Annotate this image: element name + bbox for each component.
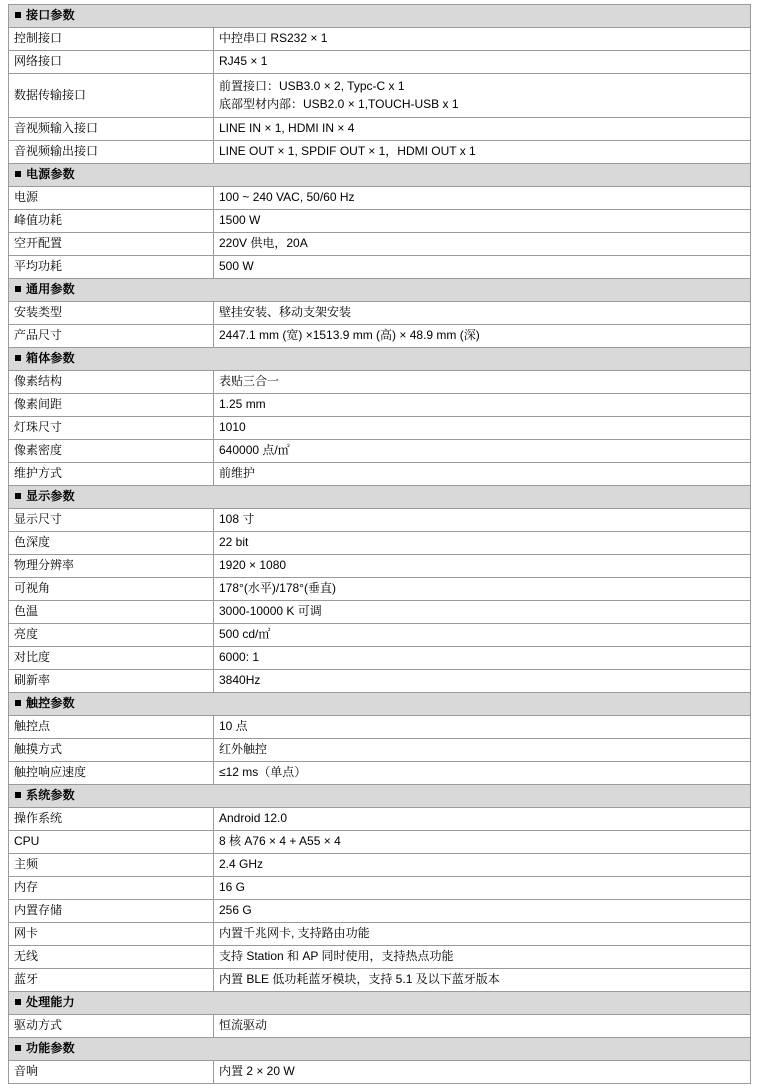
section-header-cell [9,164,751,187]
table-row [9,716,751,739]
black-square-bullet-icon [15,1045,21,1051]
section-title: 触控参数 [26,696,75,710]
spec-label-cell: 驱动方式 [9,1015,214,1038]
spec-label-cell: 物理分辨率 [9,555,214,578]
spec-value-cell: 内置千兆网卡, 支持路由功能 [214,923,751,946]
table-row [9,417,751,440]
section-header-cell [9,348,751,371]
section-title: 接口参数 [26,8,75,22]
black-square-bullet-icon [15,286,21,292]
spec-value-cell: 22 bit [214,532,751,555]
section-title: 电源参数 [26,167,75,181]
table-row [9,532,751,555]
section-title: 显示参数 [26,489,75,503]
section-header-cell [9,486,751,509]
table-row [9,509,751,532]
table-row [9,440,751,463]
spec-label-cell: 触摸方式 [9,739,214,762]
spec-value-cell: 红外触控 [214,739,751,762]
spec-value-cell: 640000 点/㎡ [214,440,751,463]
spec-label-cell: 刷新率 [9,670,214,693]
spec-label-cell: 内置存储 [9,900,214,923]
specification-table-body [9,5,751,1084]
spec-label-cell: 触控响应速度 [9,762,214,785]
section-header-row [9,486,751,509]
specification-table [8,4,751,1084]
spec-value-cell: 恒流驱动 [214,1015,751,1038]
spec-value-cell: 1920 × 1080 [214,555,751,578]
spec-value-cell: LINE OUT × 1, SPDIF OUT × 1，HDMI OUT x 1 [214,141,751,164]
spec-value-cell: ≤12 ms（单点） [214,762,751,785]
table-row [9,808,751,831]
spec-value-cell: 中控串口 RS232 × 1 [214,28,751,51]
table-row [9,371,751,394]
table-row [9,28,751,51]
section-header-cell [9,785,751,808]
black-square-bullet-icon [15,999,21,1005]
spec-label-cell: 像素密度 [9,440,214,463]
table-row [9,923,751,946]
spec-label-cell: 亮度 [9,624,214,647]
spec-label-cell: 蓝牙 [9,969,214,992]
spec-value-cell: 2.4 GHz [214,854,751,877]
spec-label-cell: 可视角 [9,578,214,601]
spec-value-cell: 支持 Station 和 AP 同时使用，支持热点功能 [214,946,751,969]
table-row [9,256,751,279]
spec-value-cell: 1.25 mm [214,394,751,417]
spec-label-cell: 平均功耗 [9,256,214,279]
spec-value-cell: 2447.1 mm (宽) ×1513.9 mm (高) × 48.9 mm (深) [214,325,751,348]
table-row [9,394,751,417]
spec-value-cell: 内置 2 × 20 W [214,1061,751,1084]
black-square-bullet-icon [15,792,21,798]
spec-value-cell: 220V 供电，20A [214,233,751,256]
section-title: 系统参数 [26,788,75,802]
section-title: 通用参数 [26,282,75,296]
spec-value-cell: 壁挂安装、移动支架安装 [214,302,751,325]
spec-label-cell: CPU [9,831,214,854]
spec-value-cell: 100 ~ 240 VAC, 50/60 Hz [214,187,751,210]
table-row [9,118,751,141]
spec-label-cell: 产品尺寸 [9,325,214,348]
spec-value-cell: 500 cd/㎡ [214,624,751,647]
spec-label-cell: 像素结构 [9,371,214,394]
section-header-row [9,348,751,371]
spec-value-cell: 表贴三合一 [214,371,751,394]
table-row [9,187,751,210]
table-row [9,601,751,624]
table-row [9,831,751,854]
spec-label-cell: 显示尺寸 [9,509,214,532]
table-row [9,1061,751,1084]
section-title: 处理能力 [26,995,75,1009]
spec-label-cell: 灯珠尺寸 [9,417,214,440]
table-row [9,74,751,118]
spec-value-cell: 1500 W [214,210,751,233]
spec-value-cell: 178°(水平)/178°(垂直) [214,578,751,601]
section-header-row [9,164,751,187]
section-header-row [9,693,751,716]
spec-value-cell: RJ45 × 1 [214,51,751,74]
table-row [9,854,751,877]
spec-value-cell: 500 W [214,256,751,279]
spec-value-cell: 6000: 1 [214,647,751,670]
table-row [9,555,751,578]
spec-label-cell: 空开配置 [9,233,214,256]
spec-label-cell: 峰值功耗 [9,210,214,233]
section-header-row [9,785,751,808]
table-row [9,233,751,256]
table-row [9,578,751,601]
table-row [9,946,751,969]
table-row [9,302,751,325]
spec-value-cell: LINE IN × 1, HDMI IN × 4 [214,118,751,141]
spec-value-cell: 8 核 A76 × 4 + A55 × 4 [214,831,751,854]
spec-label-cell: 数据传输接口 [9,74,214,118]
spec-label-cell: 无线 [9,946,214,969]
spec-label-cell: 主频 [9,854,214,877]
spec-value-cell: 3000-10000 K 可调 [214,601,751,624]
spec-value-cell: 256 G [214,900,751,923]
table-row [9,969,751,992]
black-square-bullet-icon [15,700,21,706]
spec-value-cell [214,74,751,118]
black-square-bullet-icon [15,171,21,177]
spec-value-cell: 1010 [214,417,751,440]
spec-label-cell: 网络接口 [9,51,214,74]
table-row [9,647,751,670]
section-title: 功能参数 [26,1041,75,1055]
spec-label-cell: 安装类型 [9,302,214,325]
spec-label-cell: 色温 [9,601,214,624]
spec-value-cell: Android 12.0 [214,808,751,831]
spec-value-cell: 16 G [214,877,751,900]
table-row [9,325,751,348]
spec-label-cell: 维护方式 [9,463,214,486]
spec-label-cell: 对比度 [9,647,214,670]
table-row [9,463,751,486]
spec-label-cell: 音响 [9,1061,214,1084]
table-row [9,141,751,164]
table-row [9,51,751,74]
table-row [9,670,751,693]
table-row [9,877,751,900]
spec-value-cell: 内置 BLE 低功耗蓝牙模块，支持 5.1 及以下蓝牙版本 [214,969,751,992]
spec-label-cell: 电源 [9,187,214,210]
spec-value-cell: 108 寸 [214,509,751,532]
spec-label-cell: 网卡 [9,923,214,946]
spec-label-cell: 控制接口 [9,28,214,51]
black-square-bullet-icon [15,493,21,499]
black-square-bullet-icon [15,12,21,18]
table-row [9,1015,751,1038]
spec-label-cell: 音视频输入接口 [9,118,214,141]
spec-label-cell: 操作系统 [9,808,214,831]
section-header-cell [9,5,751,28]
black-square-bullet-icon [15,355,21,361]
section-header-row [9,5,751,28]
section-header-row [9,992,751,1015]
spec-value-line: 前置接口：USB3.0 × 2, Typc-C x 1 [219,79,405,93]
section-title: 箱体参数 [26,351,75,365]
spec-label-cell: 内存 [9,877,214,900]
table-row [9,900,751,923]
section-header-cell [9,279,751,302]
section-header-row [9,1038,751,1061]
section-header-row [9,279,751,302]
spec-value-line: 底部型材内部：USB2.0 × 1,TOUCH-USB x 1 [219,97,459,111]
section-header-cell [9,693,751,716]
spec-value-cell: 3840Hz [214,670,751,693]
table-row [9,762,751,785]
spec-value-cell: 10 点 [214,716,751,739]
section-header-cell [9,1038,751,1061]
table-row [9,739,751,762]
spec-label-cell: 触控点 [9,716,214,739]
table-row [9,210,751,233]
section-header-cell [9,992,751,1015]
table-row [9,624,751,647]
spec-label-cell: 音视频输出接口 [9,141,214,164]
spec-value-cell: 前维护 [214,463,751,486]
spec-label-cell: 像素间距 [9,394,214,417]
spec-label-cell: 色深度 [9,532,214,555]
